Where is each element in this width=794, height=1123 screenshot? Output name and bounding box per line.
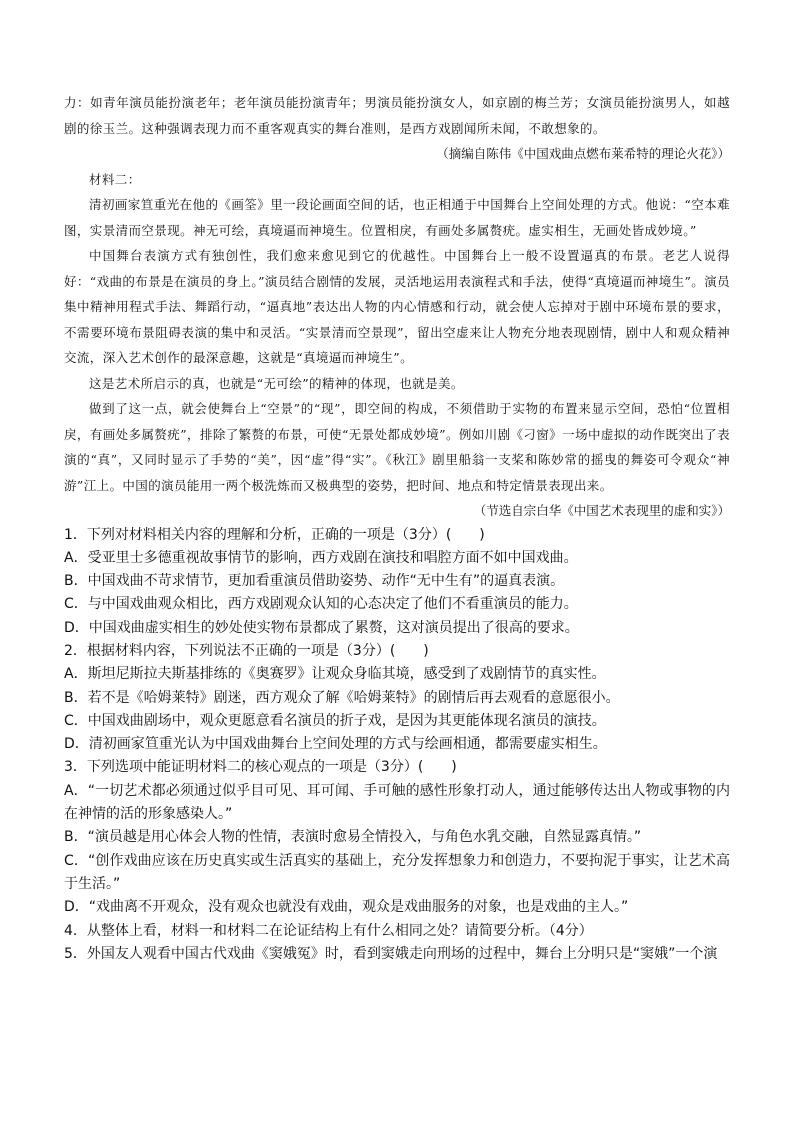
question-2-stem: 2．根据材料内容，下列说法不正确的一项是（3分）( ) [64,642,429,659]
question-2-option-d: D．清初画家笪重光认为中国戏曲舞台上空间处理的方式与绘画相通，都需要虚实相生。 [64,736,607,753]
material2-para1: 清初画家笪重光在他的《画筌》里一段论画面空间的话，也正相通于中国舞台上空间处理的方式。他说：“空本难图，实景清而空景现。神无可绘，真境逼而神境生。位置相戾，有画处多属赘疣。虚实相生，无画处皆成妙境。” [64,197,730,238]
question-3-option-a: A．“一切艺术都必须通过似乎目可见、耳可闻、手可触的感性形象打动人，通过能够传达出人物或事物的内在神情的活的形象感染人。” [64,782,730,823]
question-1-stem: 1．下列对材料相关内容的理解和分析，正确的一项是（3分）( ) [64,526,485,543]
question-1-option-c: C．与中国戏曲观众相比，西方戏剧观众认知的心态决定了他们不看重演员的能力。 [64,596,578,613]
question-3-option-c: C．“创作戏曲应该在历史真实或生活真实的基础上，充分发挥想象力和创造力，不要拘泥于事实，让艺术高于生活。” [64,852,730,892]
question-1-option-d: D．中国戏曲虚实相生的妙处使实物布景都成了累赘，这对演员提出了很高的要求。 [64,619,579,636]
question-5-stem: 5．外国友人观看中国古代戏曲《窦娥冤》时，看到窦娥走向刑场的过程中，舞台上分明只是“窦娥”一个演 [64,945,718,962]
material2-para4: 做到了这一点，就会使舞台上“空景”的“现”，即空间的构成，不须借助于实物的布置来显示空间，恐怕“位置相戾，有画处多属赘疣”，排除了繁赘的布景，可使“无景处都成妙境”。例如川剧《刁窗》一场中虚拟的动作既突出了表演的“真”，又同时显示了手势的“美”，因“虚”得“实”。《秋江》剧里船翁一支桨和陈妙常的摇曳的舞姿可令观众“神游”江上。中国的演员能用一两个极洗炼而又极典型的姿势，把时间、地点和特定情景表现出来。 [64,401,730,493]
question-3-option-b: B．“演员越是用心体会人物的性情，表演时愈易全情投入，与角色水乳交融，自然显露真情。” [64,829,642,846]
question-1-option-a: A．受亚里士多德重视故事情节的影响，西方戏剧在演技和唱腔方面不如中国戏曲。 [64,549,578,566]
question-3-stem: 3．下列选项中能证明材料二的核心观点的一项是（3分）( ) [64,759,457,776]
question-3-option-d: D．“戏曲离不开观众，没有观众也就没有戏曲，观众是戏曲服务的对象，也是戏曲的主人。” [64,899,629,916]
question-2-option-b: B．若不是《哈姆莱特》剧迷，西方观众了解《哈姆莱特》的剧情后再去观看的意愿很小。 [64,689,620,706]
material2-source: （节选自宗白华《中国艺术表现里的虚和实》） [473,503,730,518]
material1-source: （摘编自陈伟《中国戏曲点燃布莱希特的理论火花》） [436,146,730,161]
question-1-option-b: B．中国戏曲不苛求情节，更加看重演员借助姿势、动作“无中生有”的逼真表演。 [64,573,565,590]
material2-para3: 这是艺术所启示的真，也就是“无可绘”的精神的体现，也就是美。 [89,375,464,391]
question-2-option-a: A．斯坦尼斯拉夫斯基排练的《奥赛罗》让观众身临其境，感受到了戏剧情节的真实性。 [64,666,606,683]
material2-heading: 材料二： [89,171,141,187]
material1-tail: 力：如青年演员能扮演老年；老年演员能扮演青年；男演员能扮演女人，如京剧的梅兰芳；女演员能扮演男人，如越剧的徐玉兰。这种强调表现力而不重客观真实的舞台准则，是西方戏剧闻所未闻，不敢想象的。 [64,95,730,136]
question-4-stem: 4．从整体上看，材料一和材料二在论证结构上有什么相同之处？请简要分析。（4分） [64,922,593,939]
question-2-option-c: C．中国戏曲剧场中，观众更愿意看名演员的折子戏，是因为其更能体现名演员的演技。 [64,712,606,729]
material2-para2: 中国舞台表演方式有独创性，我们愈来愈见到它的优越性。中国舞台上一般不设置逼真的布景。老艺人说得好：“戏曲的布景是在演员的身上。”演员结合剧情的发展，灵活地运用表演程式和手法，使得“真境逼而神境生”。演员集中精神用程式手法、舞蹈行动，“逼真地”表达出人物的内心情感和行动，就会使人忘掉对于剧中环境布景的要求，不需要环境布景阻碍表演的集中和灵活。“实景清而空景现”，留出空虚来让人物充分地表现剧情，剧中人和观众精神交流，深入艺术创作的最深意趣，这就是“真境逼而神境生”。 [64,248,730,365]
exam-page [64,90,730,966]
